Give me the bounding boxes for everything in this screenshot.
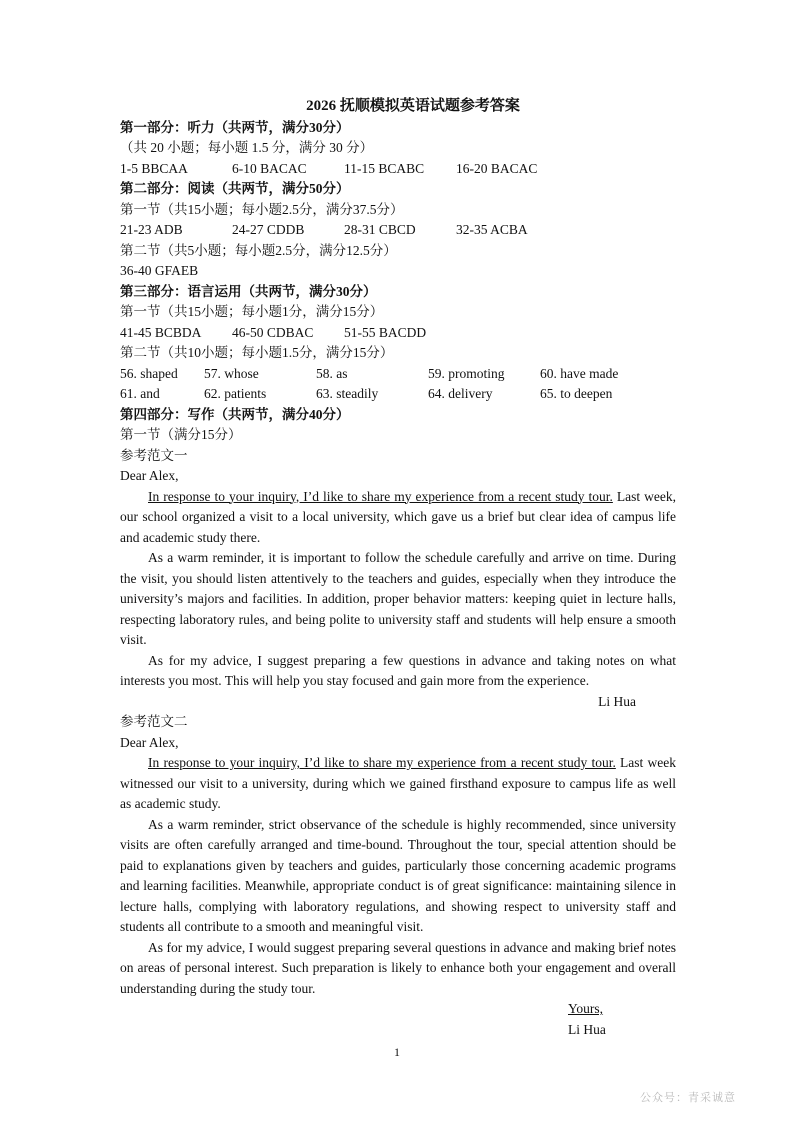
answer-group: 11-15 BCABC bbox=[344, 160, 425, 176]
essay1-paragraph-3: As for my advice, I suggest preparing a few questions in advance and taking notes on what interests you most. This will help you stay focused and gain more from the experience. bbox=[120, 652, 676, 688]
part4-heading: 第四部分：写作（共两节，满分40分） bbox=[120, 406, 350, 422]
word-answer: 57. whose bbox=[204, 365, 259, 381]
answer-group: 32-35 ACBA bbox=[456, 222, 528, 237]
essay1-paragraph-2: As a warm reminder, it is important to follow the schedule carefully and arrive on time. During the visit, you should listen attentively to the teachers and guides, especially when they introduce the university’s majors and facilities. In addition, proper behavior matters: keeping quiet in lecture halls, respecting laboratory rules, and being polite to university staff and students will help ensure a smooth visit. bbox=[120, 550, 676, 647]
essay1-label: 参考范文一 bbox=[120, 447, 188, 463]
part3-sec2-row2 bbox=[120, 384, 676, 405]
word-answer: 58. as bbox=[316, 365, 348, 381]
essay2-paragraph-3: As for my advice, I would suggest preparing several questions in advance and making brief notes on areas of personal interest. Such preparation is likely to enhance both your engagement and overall understanding during the study tour. bbox=[120, 939, 676, 996]
word-answer: 56. shaped bbox=[120, 365, 178, 381]
answer-group: 24-27 CDDB bbox=[232, 222, 305, 237]
answer-group: 21-23 ADB bbox=[120, 222, 183, 237]
word-answer: 64. delivery bbox=[428, 386, 493, 401]
part3-heading: 第三部分：语言运用（共两节，满分30分） bbox=[120, 283, 377, 299]
answer-group: 6-10 BACAC bbox=[232, 160, 307, 176]
word-answer: 59. promoting bbox=[428, 365, 505, 381]
essay1-paragraph-1-rest: Last week, our school organized a visit to a local university, which gave us a brief but clear idea of campus life and academic study there. bbox=[120, 488, 676, 545]
essay2-greeting: Dear Alex, bbox=[120, 734, 179, 750]
answer-group: 28-31 CBCD bbox=[344, 222, 416, 237]
part2-heading: 第二部分：阅读（共两节，满分50分） bbox=[120, 181, 350, 196]
part3-sec2-row1 bbox=[120, 364, 676, 385]
answer-group: 46-50 CDBAC bbox=[232, 324, 314, 340]
essay1-opening-sentence: In response to your inquiry, I’d like to share my experience from a recent study tour. bbox=[148, 488, 613, 504]
part4-sec1-note: 第一节（满分15分） bbox=[120, 427, 242, 442]
essay1-greeting: Dear Alex, bbox=[120, 468, 179, 483]
essay2-paragraph-1-rest: Last week witnessed our visit to a university, during which we gained firsthand exposure to campus life as well as academic study. bbox=[120, 755, 676, 811]
essay1-paragraph-1 bbox=[120, 487, 676, 549]
answer-sheet bbox=[120, 96, 676, 1040]
part1-heading: 第一部分：听力（共两节，满分30分） bbox=[120, 119, 350, 135]
part3-sec1-answers bbox=[120, 323, 676, 344]
part2-sec1-answers bbox=[120, 220, 676, 241]
page-title: 2026 抚顺模拟英语试题参考答案 bbox=[306, 98, 520, 114]
part2-sec2-answers: 36-40 GFAEB bbox=[120, 263, 199, 278]
answer-group: 16-20 BACAC bbox=[456, 160, 538, 176]
word-answer: 63. steadily bbox=[316, 386, 379, 401]
part2-sec1-note: 第一节（共15小题；每小题2.5分，满分37.5分） bbox=[120, 201, 404, 217]
part2-sec2-note: 第二节（共5小题；每小题2.5分，满分12.5分） bbox=[120, 242, 397, 258]
essay2-paragraph-1 bbox=[120, 753, 676, 815]
part3-sec1-note: 第一节（共15小题；每小题1分，满分15分） bbox=[120, 304, 384, 319]
answer-group: 1-5 BBCAA bbox=[120, 160, 188, 176]
essay1-signature: Li Hua bbox=[598, 693, 636, 709]
part1-answers bbox=[120, 159, 676, 180]
word-answer: 62. patients bbox=[204, 386, 267, 401]
essay2-paragraph-2: As a warm reminder, strict observance of the schedule is highly recommended, since university visits are often carefully arranged and time-bound. Throughout the tour, special attention should be paid to explanations given by teachers and guides, particularly those concerning academic programs and learning facilities. Meanwhile, appropriate conduct is of great significance: maintaining silence in lecture halls, complying with laboratory regulations, and showing respect to university staff and students all contribute to a smooth and meaningful visit. bbox=[120, 816, 676, 934]
essay2-signature: Li Hua bbox=[568, 1021, 606, 1037]
word-answer: 60. have made bbox=[540, 365, 619, 381]
page-number: 1 bbox=[394, 1045, 400, 1059]
watermark: 公众号：青采诚意 bbox=[640, 1091, 736, 1104]
part1-note: （共 20 小题；每小题 1.5 分，满分 30 分） bbox=[120, 140, 374, 155]
word-answer: 61. and bbox=[120, 386, 160, 401]
word-answer: 65. to deepen bbox=[540, 386, 613, 401]
part3-sec2-note: 第二节（共10小题；每小题1.5分，满分15分） bbox=[120, 345, 394, 360]
essay2-opening-sentence: In response to your inquiry, I’d like to share my experience from a recent study tour. bbox=[148, 755, 616, 770]
essay2-label: 参考范文二 bbox=[120, 714, 188, 729]
answer-group: 51-55 BACDD bbox=[344, 324, 427, 340]
essay2-closing: Yours, bbox=[568, 1001, 604, 1016]
answer-group: 41-45 BCBDA bbox=[120, 324, 202, 340]
